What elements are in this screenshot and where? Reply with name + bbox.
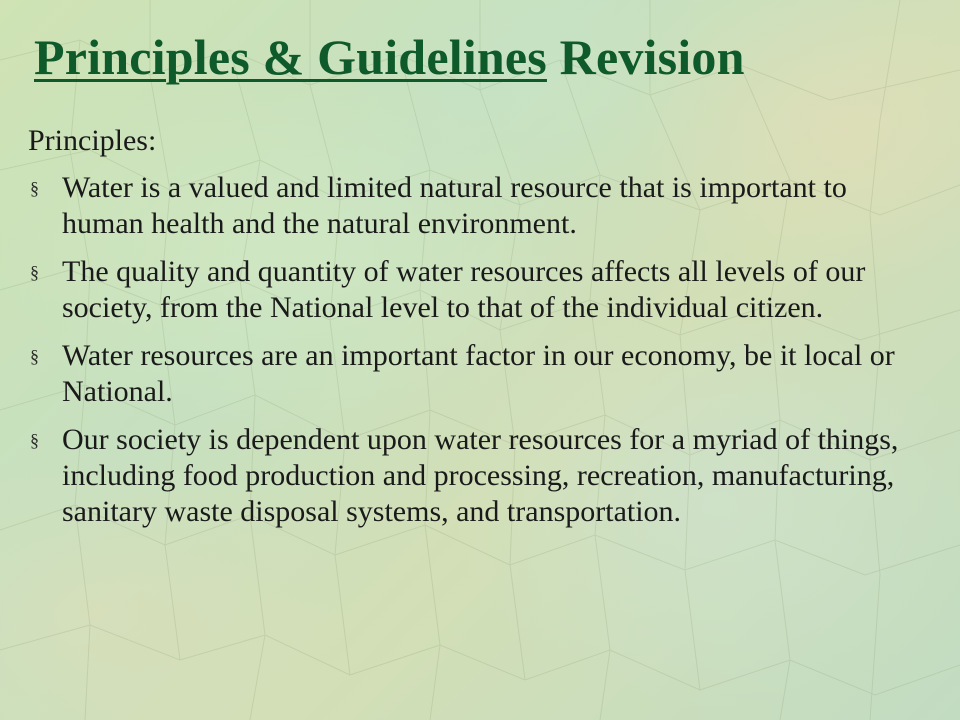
bullet-text: Our society is dependent upon water resources for a myriad of things, including food production and processing, recreation, manufacturing, sanitary waste disposal systems, and transportation. [62,423,899,528]
bullet-item [28,422,908,530]
bullet-item [28,170,908,242]
title-link[interactable]: Principles & Guidelines [34,29,547,85]
bullet-text: Water resources are an important factor in our economy, be it local or National. [62,339,895,408]
slide-title [34,28,745,86]
section-sign-icon: § [30,262,39,282]
bullet-item [28,338,908,410]
bullet-text: The quality and quantity of water resources affects all levels of our society, from the National level to that of the individual citizen. [62,255,866,324]
section-label: Principles: [28,124,157,157]
title-suffix: Revision [559,29,745,85]
slide-body [28,122,908,542]
section-sign-icon: § [30,430,39,450]
section-sign-icon: § [30,346,39,366]
bullet-text: Water is a valued and limited natural resource that is important to human health and the natural environment. [62,171,847,240]
bullet-item [28,254,908,326]
section-sign-icon: § [30,178,39,198]
bullet-list [28,170,908,530]
